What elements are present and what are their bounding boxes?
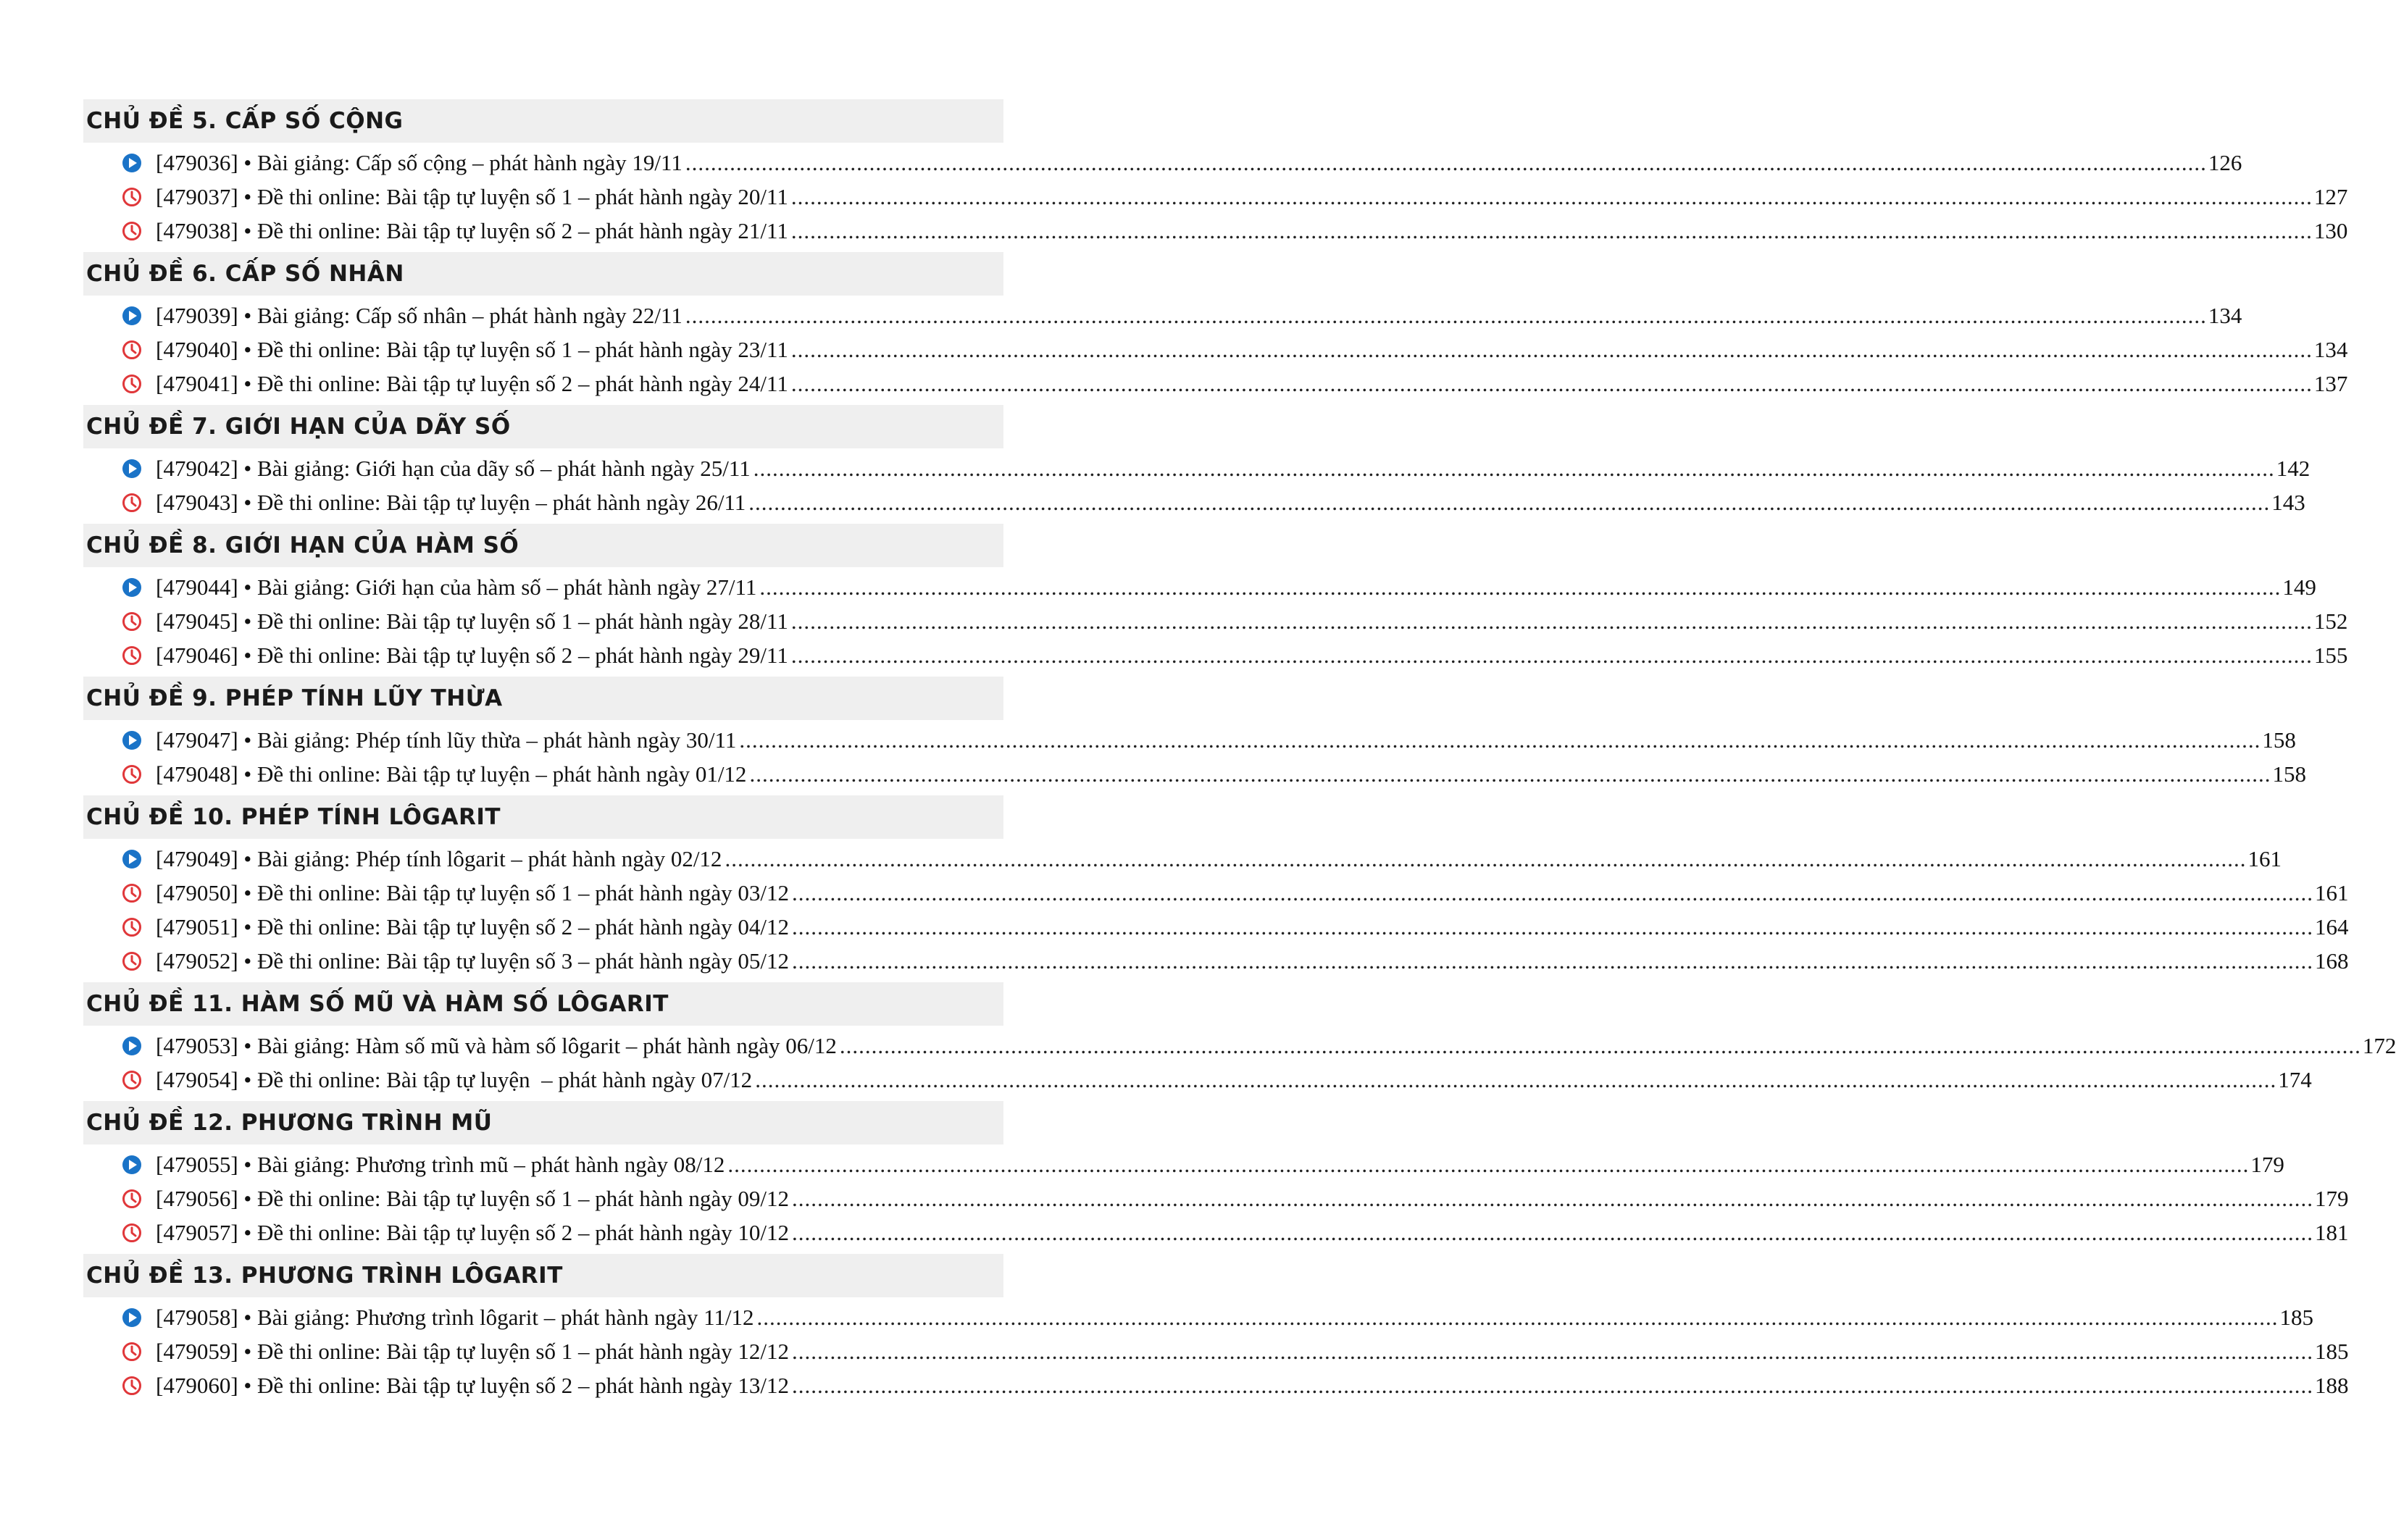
clock-icon <box>121 339 143 361</box>
entry-title: [479042] • Bài giảng: Giới hạn của dãy số – phát hành ngày 25/11 <box>156 455 751 481</box>
dot-leader <box>748 490 2270 516</box>
entry-title: [479048] • Đề thi online: Bài tập tự luyện – phát hành ngày 01/12 <box>156 761 747 787</box>
play-circle-icon <box>121 305 143 327</box>
section-title: CHỦ ĐỀ 13. PHƯƠNG TRÌNH LÔGARIT <box>83 1254 1003 1297</box>
dot-leader <box>792 1339 2313 1365</box>
clock-icon <box>121 916 143 938</box>
toc-section <box>83 1101 2349 1250</box>
entry-title: [479046] • Đề thi online: Bài tập tự luyện số 2 – phát hành ngày 29/11 <box>156 642 788 668</box>
clock-icon <box>121 1222 143 1244</box>
page-number: 174 <box>2278 1066 2312 1092</box>
toc-section <box>83 795 2349 978</box>
entry-title: [479052] • Đề thi online: Bài tập tự luyện số 3 – phát hành ngày 05/12 <box>156 947 789 974</box>
clock-icon <box>121 950 143 972</box>
toc-section <box>83 982 2396 1097</box>
dot-leader <box>725 846 2246 872</box>
section-title: CHỦ ĐỀ 11. HÀM SỐ MŨ VÀ HÀM SỐ LÔGARIT <box>83 982 1003 1026</box>
section-title: CHỦ ĐỀ 5. CẤP SỐ CỘNG <box>83 99 1003 143</box>
toc-entry[interactable] <box>83 485 2305 519</box>
toc-entry[interactable] <box>83 723 2296 757</box>
toc-section <box>83 1254 2349 1402</box>
toc-entry[interactable] <box>83 367 2348 401</box>
entry-title: [479050] • Đề thi online: Bài tập tự luyện số 1 – phát hành ngày 03/12 <box>156 879 789 905</box>
page-number: 179 <box>2250 1151 2284 1177</box>
entry-title: [479057] • Đề thi online: Bài tập tự luyện số 2 – phát hành ngày 10/12 <box>156 1219 789 1245</box>
entry-title: [479047] • Bài giảng: Phép tính lũy thừa – phát hành ngày 30/11 <box>156 727 737 753</box>
section-title: CHỦ ĐỀ 6. CẤP SỐ NHÂN <box>83 252 1003 296</box>
toc-entry[interactable] <box>83 638 2348 672</box>
entry-title: [479037] • Đề thi online: Bài tập tự luyện số 1 – phát hành ngày 20/11 <box>156 183 788 209</box>
entry-title: [479058] • Bài giảng: Phương trình lôgarit – phát hành ngày 11/12 <box>156 1304 754 1330</box>
toc-entry[interactable] <box>83 180 2348 214</box>
entry-title: [479036] • Bài giảng: Cấp số cộng – phát hành ngày 19/11 <box>156 149 683 175</box>
dot-leader <box>791 337 2313 363</box>
toc-section <box>83 99 2348 248</box>
entry-title: [479056] • Đề thi online: Bài tập tự luyện số 1 – phát hành ngày 09/12 <box>156 1185 789 1211</box>
clock-icon <box>121 1188 143 1210</box>
page-number: 152 <box>2313 608 2348 634</box>
dot-leader <box>792 948 2313 974</box>
clock-icon <box>121 611 143 632</box>
section-title: CHỦ ĐỀ 10. PHÉP TÍNH LÔGARIT <box>83 795 1003 839</box>
dot-leader <box>791 371 2313 397</box>
clock-icon <box>121 1375 143 1397</box>
play-circle-icon <box>121 1307 143 1328</box>
entry-title: [479039] • Bài giảng: Cấp số nhân – phát hành ngày 22/11 <box>156 302 683 328</box>
entry-title: [479044] • Bài giảng: Giới hạn của hàm số – phát hành ngày 27/11 <box>156 574 757 600</box>
toc-entry[interactable] <box>83 757 2306 791</box>
page-number: 143 <box>2271 489 2305 515</box>
entry-title: [479045] • Đề thi online: Bài tập tự luyện số 1 – phát hành ngày 28/11 <box>156 608 788 634</box>
dot-leader <box>685 303 2207 329</box>
toc-entry[interactable] <box>83 1029 2396 1063</box>
toc-entry[interactable] <box>83 604 2348 638</box>
dot-leader <box>791 184 2313 210</box>
play-circle-icon <box>121 458 143 480</box>
entry-title: [479038] • Đề thi online: Bài tập tự luyện số 2 – phát hành ngày 21/11 <box>156 217 788 243</box>
page-number: 181 <box>2315 1219 2349 1245</box>
play-circle-icon <box>121 152 143 174</box>
toc-entry[interactable] <box>83 1181 2349 1215</box>
entry-title: [479054] • Đề thi online: Bài tập tự luyện – phát hành ngày 07/12 <box>156 1066 753 1092</box>
toc-entry[interactable] <box>83 1063 2312 1097</box>
toc-entry[interactable] <box>83 1147 2284 1181</box>
dot-leader <box>757 1305 2279 1331</box>
page-number: 127 <box>2313 183 2348 209</box>
table-of-contents <box>83 99 2396 1407</box>
toc-entry[interactable] <box>83 842 2282 876</box>
toc-entry[interactable] <box>83 1334 2349 1368</box>
clock-icon <box>121 645 143 666</box>
toc-section <box>83 524 2348 672</box>
page-number: 158 <box>2272 761 2306 787</box>
page-number: 185 <box>2315 1338 2349 1364</box>
clock-icon <box>121 1069 143 1091</box>
toc-entry[interactable] <box>83 910 2349 944</box>
dot-leader <box>791 218 2313 244</box>
clock-icon <box>121 763 143 785</box>
dot-leader <box>791 608 2313 635</box>
dot-leader <box>792 880 2313 906</box>
entry-title: [479040] • Đề thi online: Bài tập tự luyện số 1 – phát hành ngày 23/11 <box>156 336 788 362</box>
toc-entry[interactable] <box>83 944 2349 978</box>
page-number: 134 <box>2208 302 2242 328</box>
entry-title: [479060] • Đề thi online: Bài tập tự luyện số 2 – phát hành ngày 13/12 <box>156 1372 789 1398</box>
dot-leader <box>792 1186 2313 1212</box>
toc-entry[interactable] <box>83 332 2348 367</box>
toc-entry[interactable] <box>83 1368 2349 1402</box>
entry-title: [479059] • Đề thi online: Bài tập tự luyện số 1 – phát hành ngày 12/12 <box>156 1338 789 1364</box>
toc-entry[interactable] <box>83 1215 2349 1250</box>
dot-leader <box>759 574 2281 600</box>
clock-icon <box>121 492 143 514</box>
page-number: 142 <box>2276 455 2311 481</box>
entry-title: [479053] • Bài giảng: Hàm số mũ và hàm số lôgarit – phát hành ngày 06/12 <box>156 1032 837 1058</box>
entry-title: [479055] • Bài giảng: Phương trình mũ – phát hành ngày 08/12 <box>156 1151 725 1177</box>
dot-leader <box>755 1067 2276 1093</box>
dot-leader <box>727 1152 2249 1178</box>
entry-title: [479051] • Đề thi online: Bài tập tự luyện số 2 – phát hành ngày 04/12 <box>156 913 789 940</box>
page-number: 179 <box>2315 1185 2349 1211</box>
toc-entry[interactable] <box>83 298 2242 332</box>
page-number: 161 <box>2247 845 2282 871</box>
entry-title: [479043] • Đề thi online: Bài tập tự luyện – phát hành ngày 26/11 <box>156 489 746 515</box>
dot-leader <box>792 914 2313 940</box>
dot-leader <box>685 150 2207 176</box>
toc-section <box>83 405 2311 519</box>
toc-section <box>83 677 2306 791</box>
toc-entry[interactable] <box>83 876 2349 910</box>
play-circle-icon <box>121 577 143 598</box>
clock-icon <box>121 220 143 242</box>
section-title: CHỦ ĐỀ 12. PHƯƠNG TRÌNH MŨ <box>83 1101 1003 1144</box>
play-circle-icon <box>121 729 143 751</box>
section-title: CHỦ ĐỀ 9. PHÉP TÍNH LŨY THỪA <box>83 677 1003 720</box>
section-title: CHỦ ĐỀ 7. GIỚI HẠN CỦA DÃY SỐ <box>83 405 1003 448</box>
toc-entry[interactable] <box>83 1300 2314 1334</box>
page-number: 168 <box>2315 947 2349 974</box>
play-circle-icon <box>121 848 143 870</box>
clock-icon <box>121 1341 143 1363</box>
toc-entry[interactable] <box>83 146 2242 180</box>
toc-section <box>83 252 2348 401</box>
page-number: 134 <box>2313 336 2348 362</box>
page-number: 164 <box>2315 913 2349 940</box>
page-number: 149 <box>2282 574 2316 600</box>
play-circle-icon <box>121 1035 143 1057</box>
dot-leader <box>792 1220 2313 1246</box>
dot-leader <box>791 643 2313 669</box>
page-number: 188 <box>2315 1372 2349 1398</box>
page-number: 161 <box>2315 879 2349 905</box>
clock-icon <box>121 186 143 208</box>
dot-leader <box>840 1033 2361 1059</box>
section-title: CHỦ ĐỀ 8. GIỚI HẠN CỦA HÀM SỐ <box>83 524 1003 567</box>
toc-entry[interactable] <box>83 214 2348 248</box>
dot-leader <box>754 456 2275 482</box>
clock-icon <box>121 882 143 904</box>
page-number: 185 <box>2279 1304 2314 1330</box>
page-number: 172 <box>2362 1032 2396 1058</box>
page-number: 130 <box>2313 217 2348 243</box>
page-number: 126 <box>2208 149 2242 175</box>
entry-title: [479049] • Bài giảng: Phép tính lôgarit – phát hành ngày 02/12 <box>156 845 722 871</box>
entry-title: [479041] • Đề thi online: Bài tập tự luyện số 2 – phát hành ngày 24/11 <box>156 370 788 396</box>
page-number: 155 <box>2313 642 2348 668</box>
dot-leader <box>749 761 2271 787</box>
dot-leader <box>792 1373 2313 1399</box>
page-number: 137 <box>2313 370 2348 396</box>
page-number: 158 <box>2262 727 2296 753</box>
toc-entry[interactable] <box>83 451 2311 485</box>
clock-icon <box>121 373 143 395</box>
toc-entry[interactable] <box>83 570 2316 604</box>
dot-leader <box>739 727 2261 753</box>
play-circle-icon <box>121 1154 143 1176</box>
